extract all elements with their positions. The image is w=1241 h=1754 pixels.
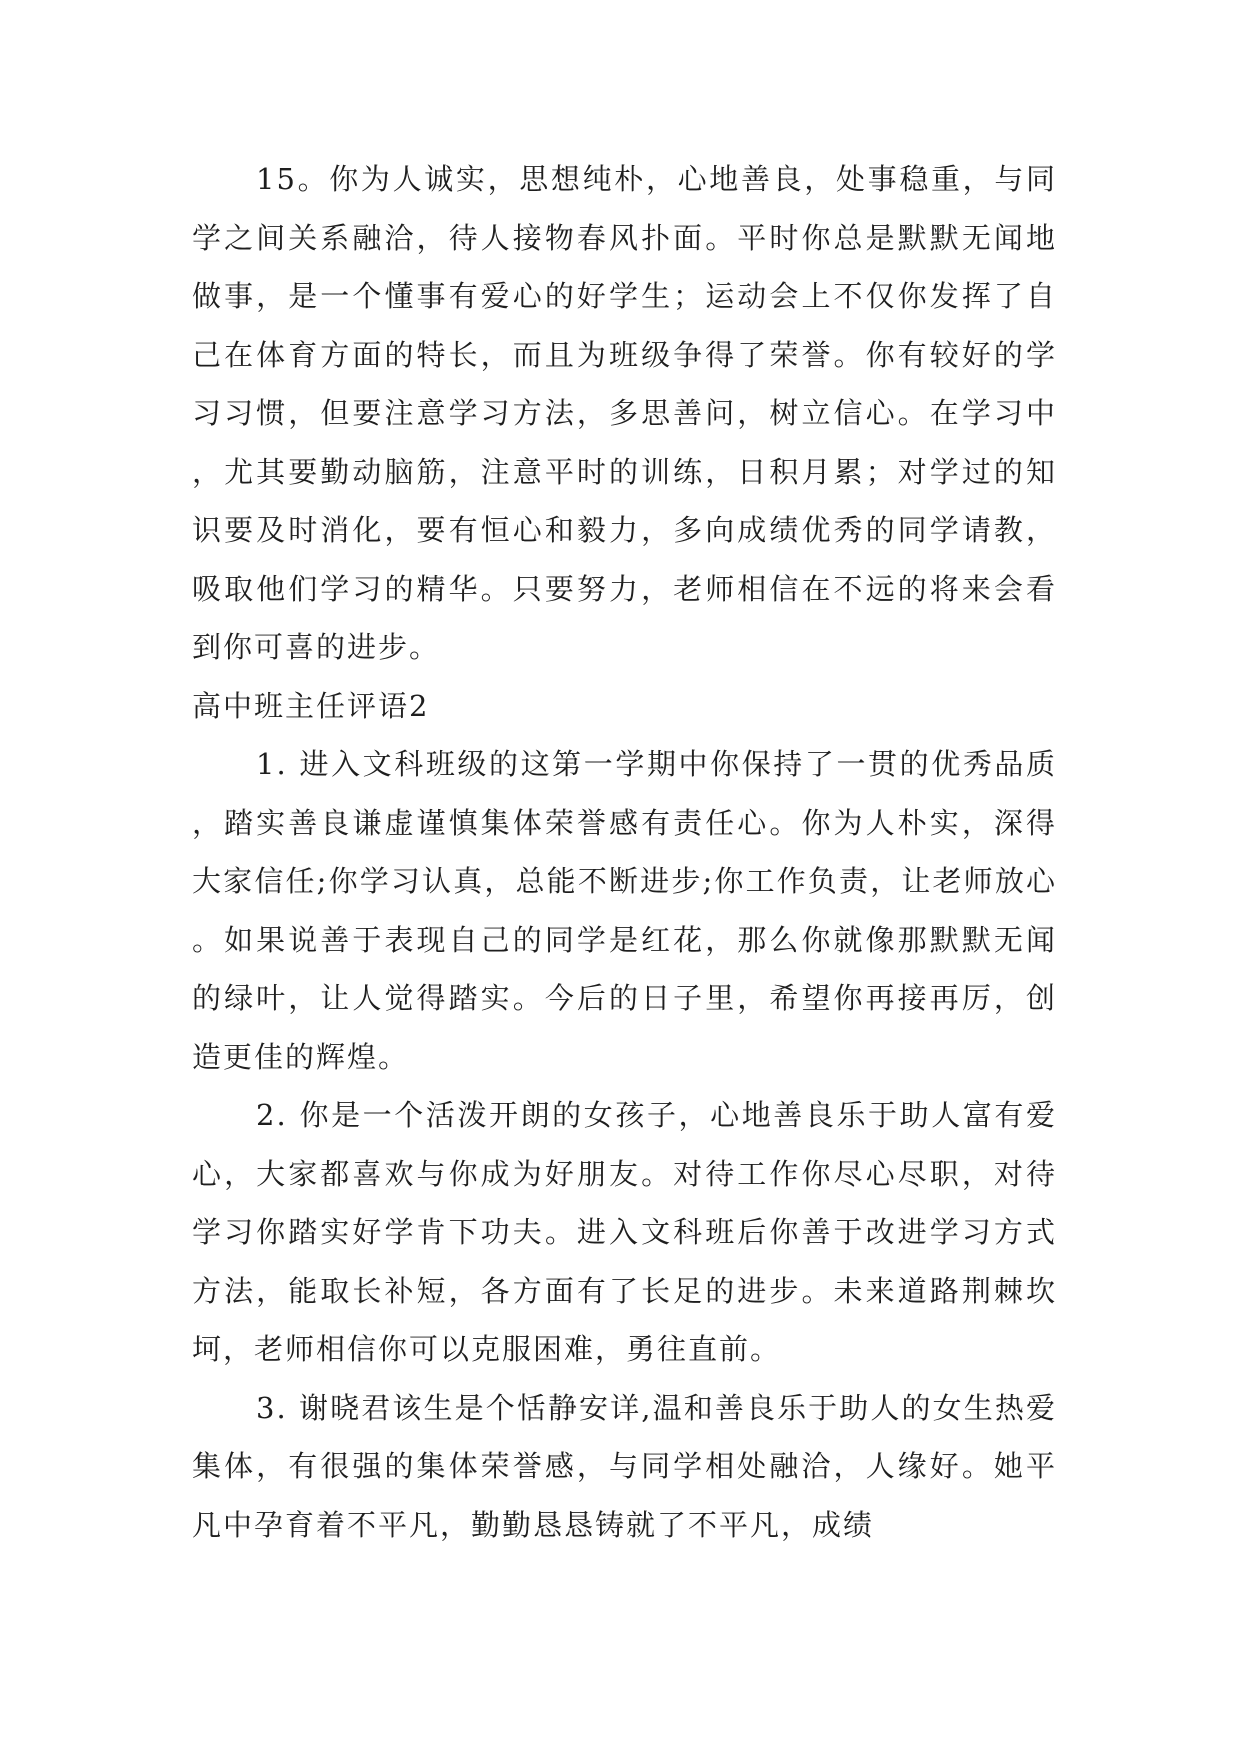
paragraph-3: 3. 谢晓君该生是个恬静安详,温和善良乐于助人的女生热爱集体，有很强的集体荣誉感，与同学相处融洽，人缘好。她平凡中孕育着不平凡，勤勤恳恳铸就了不平凡，成绩 [192,1390,1057,1542]
paragraph-1: 1. 进入文科班级的这第一学期中你保持了一贯的优秀品质，踏实善良谦虚谨慎集体荣誉感有责任心。你为人朴实，深得大家信任;你学习认真，总能不断进步;你工作负责，让老师放心。如果说善于表现自己的同学是红花，那么你就像那默默无闻的绿叶，让人觉得踏实。今后的日子里，希望你再接再厉，创造更佳的辉煌。 [192,747,1057,1074]
paragraph-15: 15。你为人诚实，思想纯朴，心地善良，处事稳重，与同学之间关系融洽，待人接物春风扑面。平时你总是默默无闻地做事，是一个懂事有爱心的好学生；运动会上不仅你发挥了自己在体育方面的特长，而且为班级争得了荣誉。你有较好的学习习惯，但要注意学习方法，多思善问，树立信心。在学习中，尤其要勤动脑筋，注意平时的训练，日积月累；对学过的知识要及时消化，要有恒心和毅力，多向成绩优秀的同学请教，吸取他们学习的精华。只要努力，老师相信在不远的将来会看到你可喜的进步。 [192,162,1057,664]
document-body [192,150,1057,1554]
paragraph-2: 2. 你是一个活泼开朗的女孩子，心地善良乐于助人富有爱心，大家都喜欢与你成为好朋友。对待工作你尽心尽职，对待学习你踏实好学肯下功夫。进入文科班后你善于改进学习方式方法，能取长补短，各方面有了长足的进步。未来道路荆棘坎坷，老师相信你可以克服困难，勇往直前。 [192,1098,1057,1366]
section-heading: 高中班主任评语2 [192,688,430,723]
